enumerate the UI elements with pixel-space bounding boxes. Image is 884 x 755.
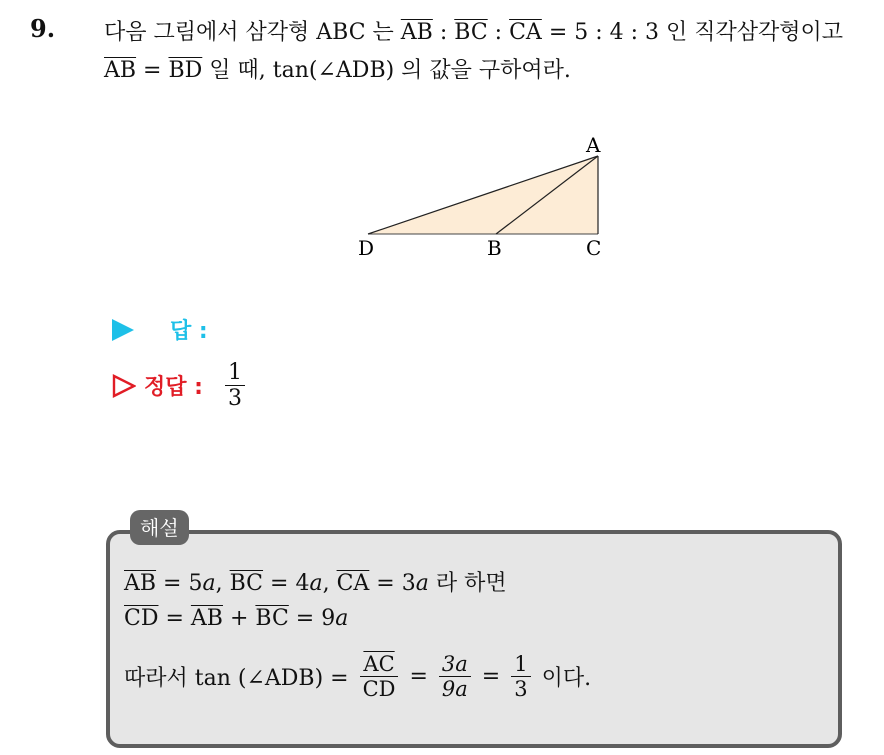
- e2-text-1: =: [158, 606, 191, 631]
- e1-text-1: = 5: [156, 571, 203, 596]
- question-number: 9.: [30, 14, 56, 43]
- correct-numerator: 1: [225, 360, 245, 386]
- answer-label: 답 :: [170, 319, 208, 344]
- e3-frac2-numerator: 3a: [439, 652, 471, 677]
- e3-fraction-3a-9a: [439, 652, 471, 701]
- q-text-3: 일 때, tan(∠ADB) 의 값을 구하여라.: [202, 58, 571, 83]
- e3-frac2-denominator: 9a: [441, 677, 468, 702]
- q-segment-ab: $\overline{AB}$: [400, 20, 433, 45]
- label-d: D: [358, 236, 375, 260]
- e2-var-a: a: [335, 606, 349, 631]
- explanation-line-3: [124, 652, 591, 701]
- correct-answer-label: 정답 :: [144, 375, 203, 401]
- e3-fraction-ac-cd: [360, 652, 399, 701]
- e3-text-1: 따라서 tan (∠ADB) =: [124, 666, 356, 692]
- outline-triangle-icon: [112, 374, 136, 398]
- e3-text-2: 이다.: [534, 666, 592, 692]
- correct-answer-fraction: [225, 360, 245, 412]
- q-colon-2: :: [487, 20, 510, 45]
- label-c: C: [586, 236, 602, 260]
- e3-frac1-denominator: CD: [362, 677, 396, 702]
- e3-frac1-numerator: $\overline{AC}$: [360, 652, 397, 677]
- e1-var-a-2: a: [309, 571, 323, 596]
- e1-segment-ca: $\overline{CA}$: [336, 571, 370, 596]
- q-segment-ca: $\overline{CA}$: [509, 20, 542, 45]
- e1-text-4: ,: [322, 571, 337, 596]
- e1-var-a-1: a: [202, 571, 216, 596]
- e1-var-a-3: a: [415, 571, 429, 596]
- explanation-tag: 해설: [130, 510, 189, 545]
- e2-text-3: = 9: [288, 606, 336, 631]
- e3-equals-2: =: [474, 664, 508, 690]
- explanation-line-2: [124, 606, 348, 631]
- e1-segment-bc: $\overline{BC}$: [229, 571, 264, 596]
- triangle-figure: [350, 132, 620, 262]
- correct-denominator: 3: [227, 386, 242, 412]
- play-triangle-icon: [112, 319, 134, 341]
- e2-segment-bc: $\overline{BC}$: [255, 606, 289, 631]
- q-text-1: 다음 그림에서 삼각형 ABC 는: [104, 20, 401, 45]
- explanation-box: [106, 530, 842, 748]
- correct-answer-row: [112, 360, 245, 412]
- e2-segment-ab: $\overline{AB}$: [190, 606, 223, 631]
- e3-fraction-1-3: [511, 652, 530, 701]
- q-equals: =: [136, 58, 169, 83]
- answer-row: [112, 314, 208, 345]
- e1-text-5: = 3: [369, 571, 416, 596]
- e1-text-2: ,: [215, 571, 230, 596]
- q-segment-bc: $\overline{BC}$: [454, 20, 488, 45]
- explanation-line-1: [124, 566, 507, 597]
- e1-text-6: 라 하면: [428, 571, 507, 596]
- e1-text-3: = 4: [263, 571, 310, 596]
- q-text-2: = 5 : 4 : 3 인 직각삼각형이고: [541, 20, 844, 45]
- e2-text-2: +: [222, 606, 256, 631]
- e3-frac3-denominator: 3: [514, 677, 528, 702]
- q-segment-ab-2: $\overline{AB}$: [104, 58, 137, 83]
- question-text: [104, 14, 864, 90]
- q-segment-bd: $\overline{BD}$: [168, 58, 203, 83]
- label-b: B: [487, 236, 502, 260]
- q-colon-1: :: [432, 20, 455, 45]
- label-a: A: [586, 133, 601, 157]
- e3-frac3-numerator: 1: [511, 652, 530, 677]
- e1-segment-ab: $\overline{AB}$: [124, 571, 157, 596]
- e3-equals-1: =: [402, 664, 435, 690]
- e2-segment-cd: $\overline{CD}$: [124, 606, 159, 631]
